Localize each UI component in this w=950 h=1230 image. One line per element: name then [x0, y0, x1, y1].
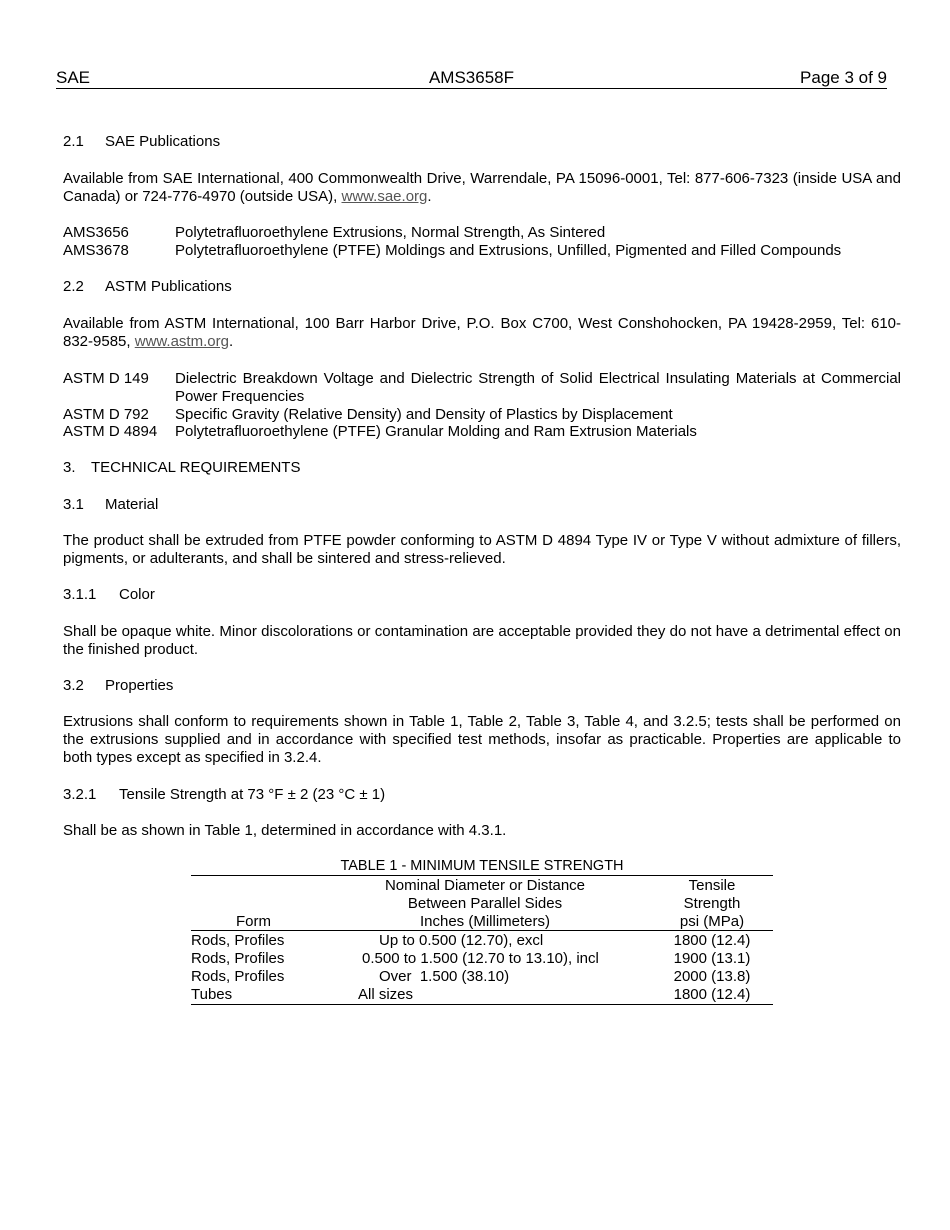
- section-2-1-paragraph: Available from SAE International, 400 Commonwealth Drive, Warrendale, PA 15096-0001, Tel: 877-606-7323 (inside USA and Canada) or 724-776-4970 (outside USA), www.sae.org.: [63, 170, 901, 205]
- section-2-2-paragraph: Available from ASTM International, 100 Barr Harbor Drive, P.O. Box C700, West Conshohocken, PA 19428-2959, Tel: 610-832-9585, www.astm.org.: [63, 315, 901, 350]
- section-title: ASTM Publications: [105, 278, 232, 295]
- reference-code: AMS3678: [63, 242, 129, 259]
- table-cell-form: Rods, Profiles: [191, 950, 285, 967]
- column-header-tensile-line: Tensile: [688, 877, 736, 894]
- table-bottom-rule: [191, 1004, 773, 1005]
- table-cell-tensile: 2000 (13.8): [673, 968, 751, 985]
- section-number: 3.: [63, 459, 76, 476]
- section-title: TECHNICAL REQUIREMENTS: [91, 459, 301, 476]
- table-cell-dimension: 0.500 to 1.500 (12.70 to 13.10), incl: [362, 950, 599, 967]
- section-title: Tensile Strength at 73 °F ± 2 (23 °C ± 1): [119, 786, 386, 803]
- reference-item: [63, 224, 901, 242]
- column-header-dimension-line: Inches (Millimeters): [419, 913, 551, 930]
- table-cell-form: Rods, Profiles: [191, 968, 285, 985]
- section-number: 3.2: [63, 677, 84, 694]
- section-3-1-1-paragraph: Shall be opaque white. Minor discolorations or contamination are acceptable provided they do not have a detrimental effect on the finished product.: [63, 623, 901, 658]
- table-title: [191, 858, 773, 876]
- table-cell-dimension: All sizes: [358, 986, 414, 1003]
- paragraph-text: Available from ASTM International, 100 Barr Harbor Drive, P.O. Box C700, West Conshohocken, PA 19428-2959, Tel: 610-832-9585,: [63, 315, 901, 350]
- section-number: 3.1: [63, 496, 84, 513]
- reference-item: [63, 423, 901, 441]
- column-header-dimension-line: Nominal Diameter or Distance: [384, 877, 586, 894]
- table-header-rule: [191, 930, 773, 931]
- reference-description: Polytetrafluoroethylene (PTFE) Granular Molding and Ram Extrusion Materials: [175, 423, 697, 440]
- reference-item: [63, 406, 901, 424]
- reference-description: Dielectric Breakdown Voltage and Dielectric Strength of Solid Electrical Insulating Materials at Commercial Power Frequencies: [175, 370, 901, 405]
- astm-link[interactable]: www.astm.org: [134, 333, 229, 350]
- table-top-rule: [191, 875, 773, 876]
- section-3-1-1-heading: [63, 586, 901, 604]
- table-cell-dimension: Over 1.500 (38.10): [379, 968, 510, 985]
- column-header-tensile-line: psi (MPa): [679, 913, 745, 930]
- reference-description: Polytetrafluoroethylene (PTFE) Moldings and Extrusions, Unfilled, Pigmented and Filled Compounds: [175, 242, 842, 259]
- header-page-number: Page 3 of 9: [800, 68, 887, 87]
- page-header: [56, 68, 887, 89]
- section-2-2-heading: [63, 278, 901, 296]
- table-cell-tensile: 1800 (12.4): [673, 986, 751, 1003]
- section-title: Color: [119, 586, 155, 603]
- column-header-dimension-line: Between Parallel Sides: [407, 895, 563, 912]
- reference-description: Specific Gravity (Relative Density) and Density of Plastics by Displacement: [175, 406, 673, 423]
- table-cell-tensile: 1900 (13.1): [673, 950, 751, 967]
- section-2-1-heading: [63, 133, 901, 151]
- section-3-1-paragraph: The product shall be extruded from PTFE powder conforming to ASTM D 4894 Type IV or Type V without admixture of fillers, pigments, or adulterants, and shall be sintered and stress-relieved.: [63, 532, 901, 567]
- table-title-text: TABLE 1 - MINIMUM TENSILE STRENGTH: [340, 858, 624, 874]
- section-3-2-heading: [63, 677, 901, 695]
- section-3-heading: [63, 459, 901, 477]
- reference-code: ASTM D 4894: [63, 423, 158, 440]
- header-org: SAE: [56, 68, 91, 87]
- paragraph-text: Available from SAE International, 400 Commonwealth Drive, Warrendale, PA 15096-0001, Tel: 877-606-7323 (inside USA and Canada) or 724-776-4970 (outside USA),: [63, 170, 901, 205]
- column-header-form: Form: [236, 913, 271, 930]
- section-number: 3.2.1: [63, 786, 97, 803]
- reference-code: ASTM D 149: [63, 370, 149, 387]
- section-title: Material: [105, 496, 159, 513]
- section-number: 2.1: [63, 133, 84, 150]
- table-cell-dimension: Up to 0.500 (12.70), excl: [379, 932, 544, 949]
- section-number: 2.2: [63, 278, 84, 295]
- column-header-tensile-line: Strength: [683, 895, 741, 912]
- section-3-2-paragraph: Extrusions shall conform to requirements shown in Table 1, Table 2, Table 3, Table 4, and 3.2.5; tests shall be performed on the extrusions supplied and in accordance with specified test methods, insofar as practicable. Properties are applicable to both types except as specified in 3.2.4.: [63, 713, 901, 766]
- reference-item: [63, 242, 901, 260]
- table-cell-form: Rods, Profiles: [191, 932, 285, 949]
- section-number: 3.1.1: [63, 586, 97, 603]
- reference-code: AMS3656: [63, 224, 129, 241]
- section-3-1-heading: [63, 496, 901, 514]
- section-3-2-1-heading: [63, 786, 901, 804]
- reference-code: ASTM D 792: [63, 406, 149, 423]
- table-cell-form: Tubes: [191, 986, 233, 1003]
- section-title: SAE Publications: [105, 133, 221, 150]
- section-3-2-1-paragraph: Shall be as shown in Table 1, determined in accordance with 4.3.1.: [63, 822, 507, 839]
- table-cell-tensile: 1800 (12.4): [673, 932, 751, 949]
- sae-link[interactable]: www.sae.org: [341, 188, 428, 205]
- header-doc-number: AMS3658F: [428, 68, 515, 87]
- reference-item: [63, 370, 901, 406]
- reference-description: Polytetrafluoroethylene Extrusions, Normal Strength, As Sintered: [175, 224, 606, 241]
- section-title: Properties: [105, 677, 174, 694]
